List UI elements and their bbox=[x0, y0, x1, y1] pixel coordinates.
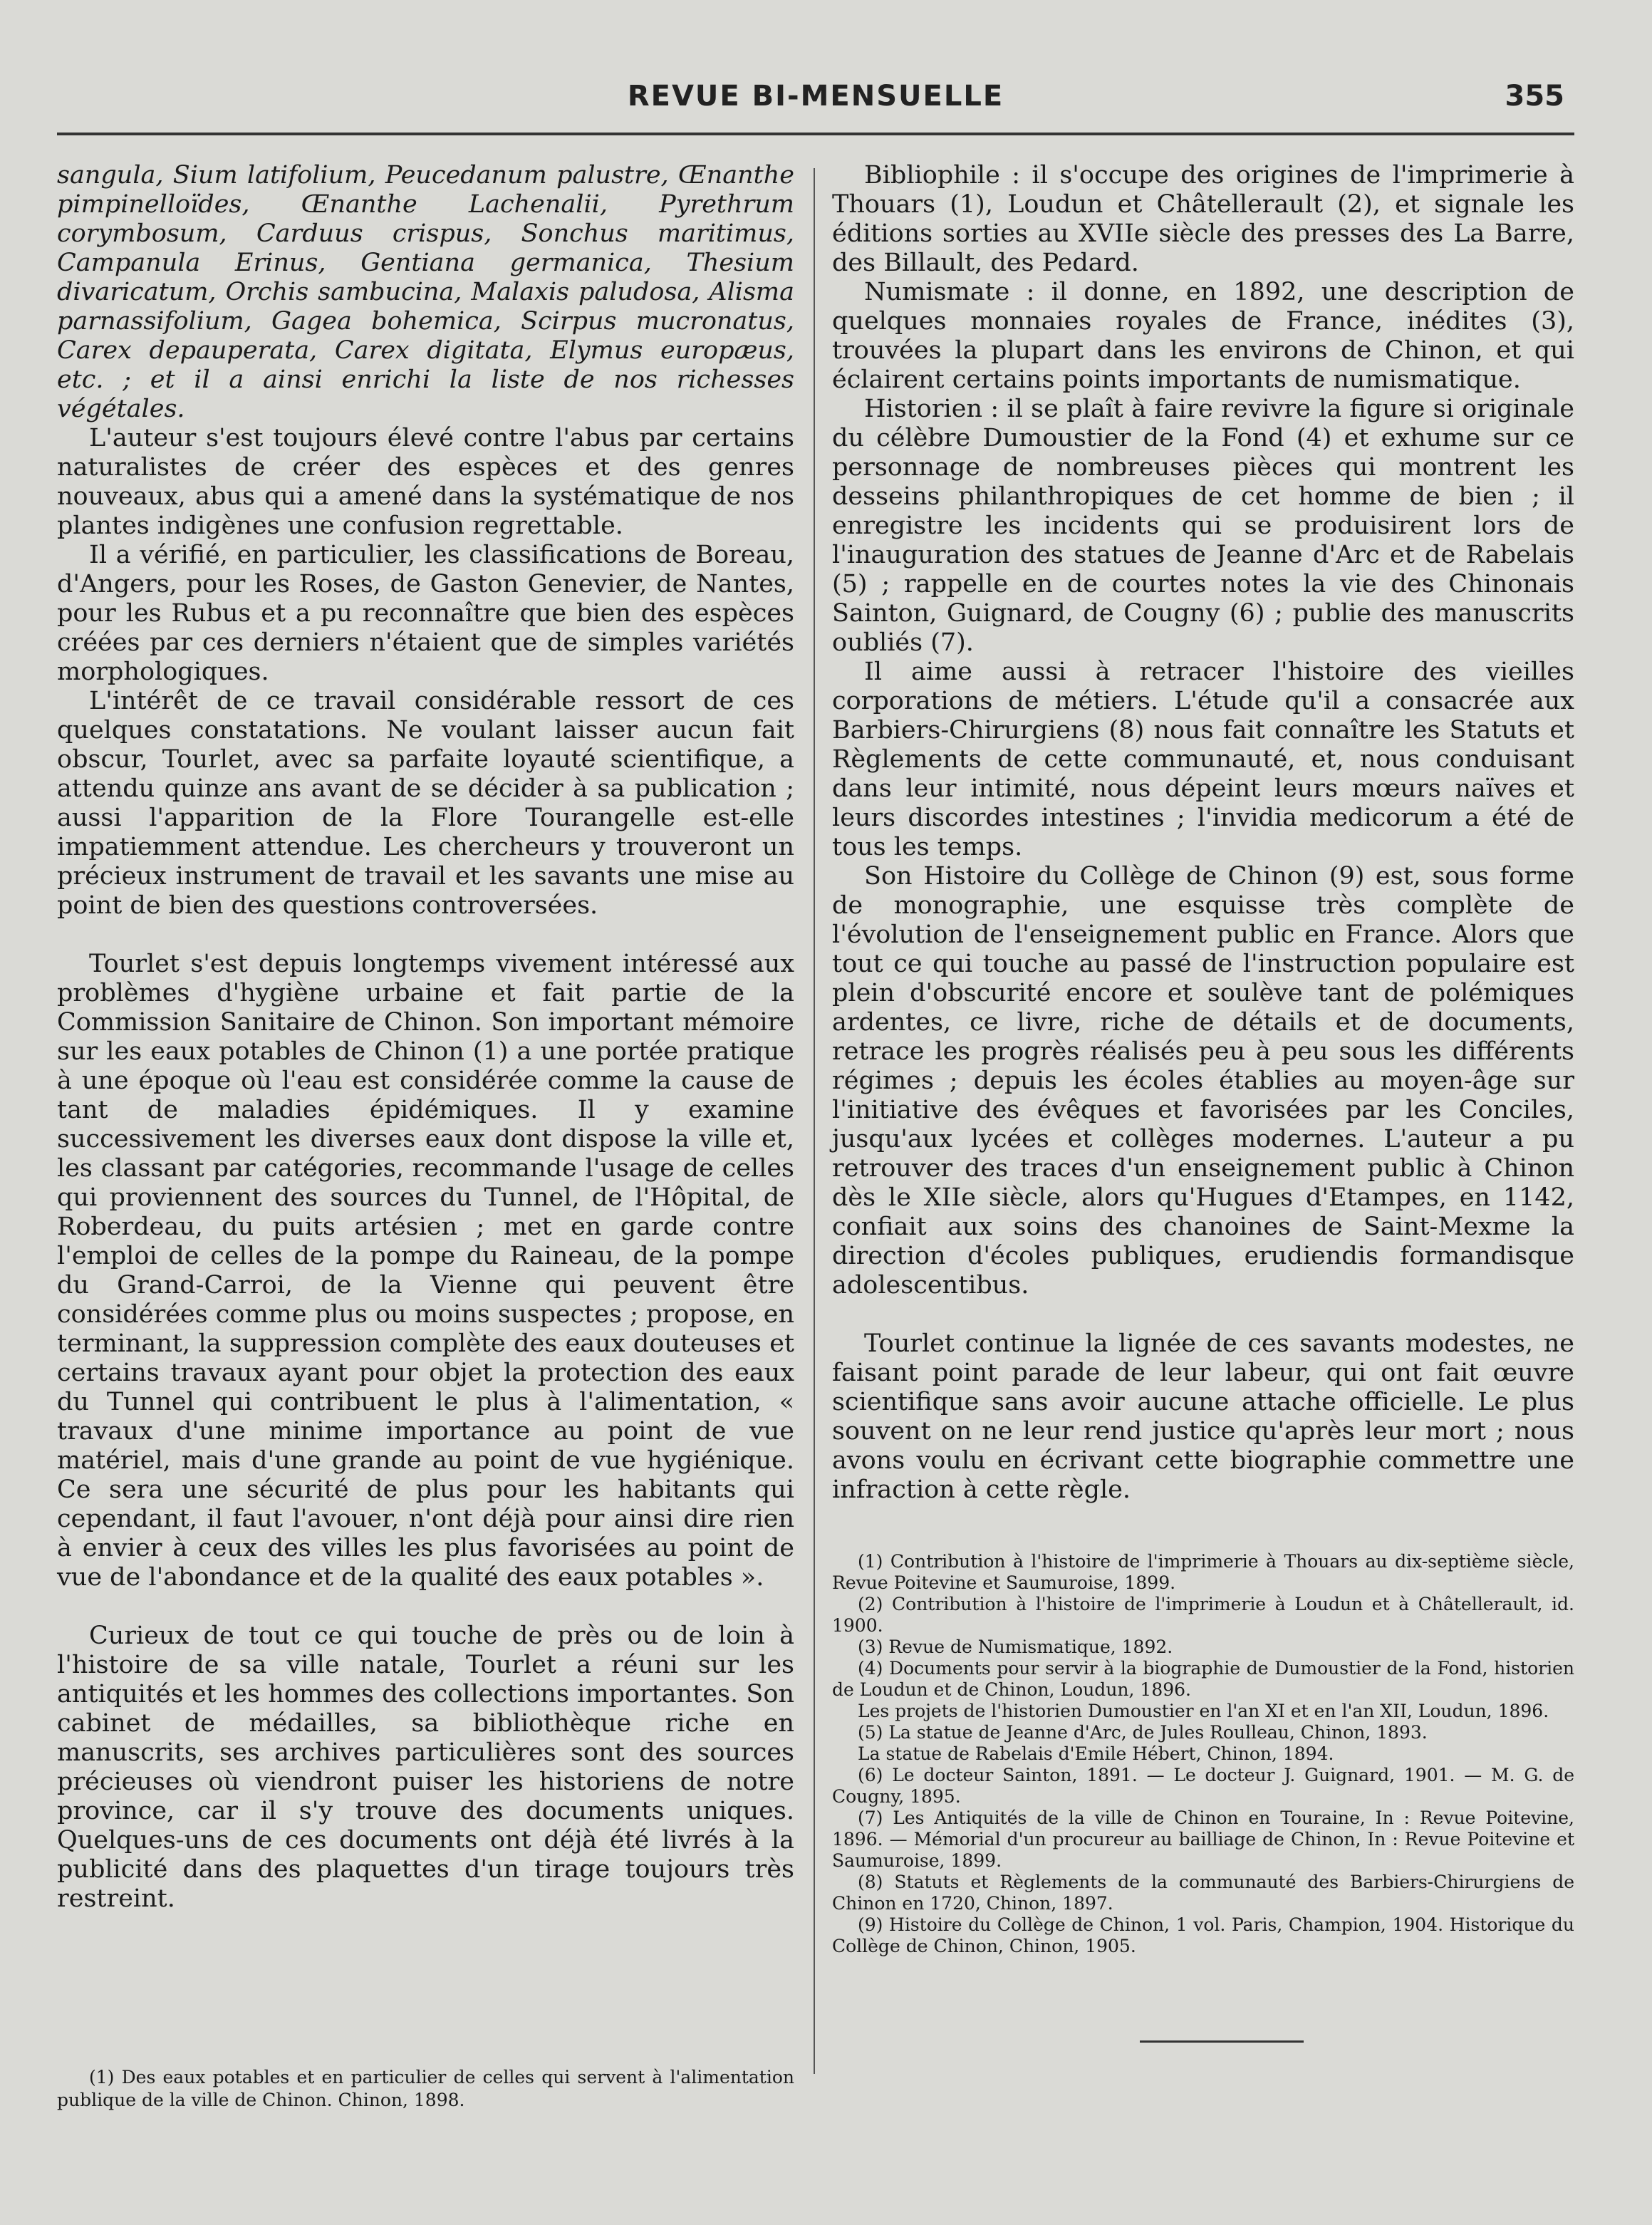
running-header bbox=[57, 80, 1574, 123]
footnote: (9) Histoire du Collège de Chinon, 1 vol. Paris, Champion, 1904. Historique du Collège de Chinon, Chinon, 1905. bbox=[832, 1914, 1574, 1956]
footnote: (1) Contribution à l'histoire de l'imprimerie à Thouars au dix-septième siècle, Revue Poitevine et Saumuroise, 1899. bbox=[832, 1551, 1574, 1593]
end-ornament-rule bbox=[1140, 2040, 1304, 2043]
paragraph: L'intérêt de ce travail considérable ressort de ces quelques constatations. Ne voulant laisser aucun fait obscur, Tourlet, avec sa parfaite loyauté scientifique, a attendu quinze ans avant de se décider à sa publication ; aussi l'apparition de la Flore Tourangelle est-elle impatiemment attendue. Les chercheurs y trouveront un précieux instrument de travail et les savants une mise au point de bien des questions controversées. bbox=[57, 687, 794, 920]
footnote: (7) Les Antiquités de la ville de Chinon en Touraine, In : Revue Poitevine, 1896. — Mémorial d'un procureur au bailliage de Chinon, In : Revue Poitevine et Saumuroise, 1899. bbox=[832, 1808, 1574, 1871]
paragraph: sangula, Sium latifolium, Peucedanum palustre, Œnanthe pimpinelloïdes, Œnanthe Lachenalii, Pyrethrum corymbosum, Carduus crispus, Sonchus maritimus, Campanula Erinus, Gentiana germanica, Thesium divaricatum, Orchis sambucina, Malaxis paludosa, Alisma parnassifolium, Gagea bohemica, Scirpus mucronatus, Carex depauperata, Carex digitata, Elymus europæus, etc. ; et il a ainsi enrichi la liste de nos richesses végétales. bbox=[57, 161, 794, 423]
paragraph: Historien : il se plaît à faire revivre la figure si originale du célèbre Dumoustier de la Fond (4) et exhume sur ce personnage de nombreuses pièces qui montrent les desseins philanthropiques de cet homme de bien ; il enregistre les incidents qui se produisirent lors de l'inauguration des statues de Jeanne d'Arc et de Rabelais (5) ; rappelle en de courtes notes la vie des Chinonais Sainton, Guignard, de Cougny (6) ; publie des manuscrits oubliés (7). bbox=[832, 395, 1574, 657]
paragraph: Tourlet s'est depuis longtemps vivement intéressé aux problèmes d'hygiène urbaine et fait partie de la Commission Sanitaire de Chinon. Son important mémoire sur les eaux potables de Chinon (1) a une portée pratique à une époque où l'eau est considérée comme la cause de tant de maladies épidémiques. Il y examine successivement les diverses eaux dont dispose la ville et, les classant par catégories, recommande l'usage de celles qui proviennent des sources du Tunnel, de l'Hôpital, de Roberdeau, du puits artésien ; met en garde contre l'emploi de celles de la pompe du Raineau, de la pompe du Grand-Carroi, de la Vienne qui peuvent être considérées comme plus ou moins suspectes ; propose, en terminant, la suppression complète des eaux douteuses et certains travaux ayant pour objet la protection des eaux du Tunnel qui contribuent le plus à l'alimentation, « travaux d'une minime importance au point de vue matériel, mais d'une grande au point de vue hygiénique. Ce sera une sécurité de plus pour les habitants qui cependant, il faut l'avouer, n'ont déjà pour ainsi dire rien à envier à ceux des villes les plus favorisées au point de vue de l'abondance et de la qualité des eaux potables ». bbox=[57, 950, 794, 1592]
paragraph: L'auteur s'est toujours élevé contre l'abus par certains naturalistes de créer des espèces et des genres nouveaux, abus qui a amené dans la systématique de nos plantes indigènes une confusion regrettable. bbox=[57, 424, 794, 540]
footnote: (2) Contribution à l'histoire de l'imprimerie à Loudun et à Châtellerault, id. 1900. bbox=[832, 1594, 1574, 1636]
footnote: Les projets de l'historien Dumoustier en l'an XI et en l'an XII, Loudun, 1896. bbox=[858, 1701, 1549, 1721]
footnotes bbox=[832, 1551, 1574, 1957]
footnote: (4) Documents pour servir à la biographie de Dumoustier de la Fond, historien de Loudun et de Chinon, Loudun, 1896. bbox=[832, 1658, 1574, 1700]
paragraph: Son Histoire du Collège de Chinon (9) est, sous forme de monographie, une esquisse très complète de l'évolution de l'enseignement public en France. Alors que tout ce qui touche au passé de l'instruction populaire est plein d'obscurité encore et soulève tant de polémiques ardentes, ce livre, riche de détails et de documents, retrace les progrès réalisés peu à peu sous les différents régimes ; depuis les écoles établies au moyen-âge sur l'initiative des évêques et favorisées par les Conciles, jusqu'aux lycées et collèges modernes. L'auteur a pu retrouver des traces d'un enseignement public à Chinon dès le XIIe siècle, alors qu'Hugues d'Etampes, en 1142, confiait aux soins des chanoines de Saint-Mexme la direction d'écoles publiques, erudiendis formandisque adolescentibus. bbox=[832, 862, 1574, 1300]
footnote: (3) Revue de Numismatique, 1892. bbox=[858, 1637, 1173, 1657]
page-number: 355 bbox=[1505, 80, 1564, 113]
paragraph: Numismate : il donne, en 1892, une description de quelques monnaies royales de France, inédites (3), trouvées la plupart dans les environs de Chinon, et qui éclairent certains points importants de numismatique. bbox=[832, 278, 1574, 394]
footnote: (1) Des eaux potables et en particulier de celles qui servent à l'alimentation publique de la ville de Chinon. Chinon, 1898. bbox=[57, 2067, 794, 2110]
paragraph: Bibliophile : il s'occupe des origines de l'imprimerie à Thouars (1), Loudun et Châtellerault (2), et signale les éditions sorties au XVIIe siècle des presses des La Barre, des Billault, des Pedard. bbox=[832, 161, 1574, 277]
column-separator bbox=[814, 168, 815, 2074]
paragraph: Curieux de tout ce qui touche de près ou de loin à l'histoire de sa ville natale, Tourlet a réuni sur les antiquités et les hommes des collections importantes. Son cabinet de médailles, sa bibliothèque riche en manuscrits, ses archives particulières sont des sources précieuses où viendront puiser les historiens de notre province, car il s'y trouve des documents uniques. Quelques-uns de ces documents ont déjà été livrés à la publicité dans des plaquettes d'un tirage toujours très restreint. bbox=[57, 1622, 794, 1913]
footnote: (5) La statue de Jeanne d'Arc, de Jules Roulleau, Chinon, 1893. bbox=[858, 1722, 1428, 1743]
header-rule bbox=[57, 133, 1574, 135]
footnote: (8) Statuts et Règlements de la communauté des Barbiers-Chirurgiens de Chinon en 1720, Chinon, 1897. bbox=[832, 1872, 1574, 1914]
left-footnote bbox=[57, 2066, 794, 2112]
journal-title: REVUE BI-MENSUELLE bbox=[627, 80, 1004, 113]
footnote: La statue de Rabelais d'Emile Hébert, Chinon, 1894. bbox=[858, 1743, 1334, 1764]
paragraph: Tourlet continue la lignée de ces savants modestes, ne faisant point parade de leur labeur, qui ont fait œuvre scientifique sans avoir aucune attache officielle. Le plus souvent on ne leur rend justice qu'après leur mort ; nous avons voulu en écrivant cette biographie commettre une infraction à cette règle. bbox=[832, 1329, 1574, 1504]
paragraph: Il a vérifié, en particulier, les classifications de Boreau, d'Angers, pour les Roses, de Gaston Genevier, de Nantes, pour les Rubus et a pu reconnaître que bien des espèces créées par ces derniers n'étaient que de simples variétés morphologiques. bbox=[57, 541, 794, 686]
footnote: (6) Le docteur Sainton, 1891. — Le docteur J. Guignard, 1901. — M. G. de Cougny, 1895. bbox=[832, 1765, 1574, 1807]
left-column bbox=[57, 161, 794, 1914]
right-column bbox=[832, 161, 1574, 1957]
paragraph: Il aime aussi à retracer l'histoire des vieilles corporations de métiers. L'étude qu'il a consacrée aux Barbiers-Chirurgiens (8) nous fait connaître les Statuts et Règlements de cette communauté, et, nous conduisant dans leur intimité, nous dépeint leurs mœurs naïves et leurs discordes intestines ; l'invidia medicorum a été de tous les temps. bbox=[832, 658, 1574, 861]
